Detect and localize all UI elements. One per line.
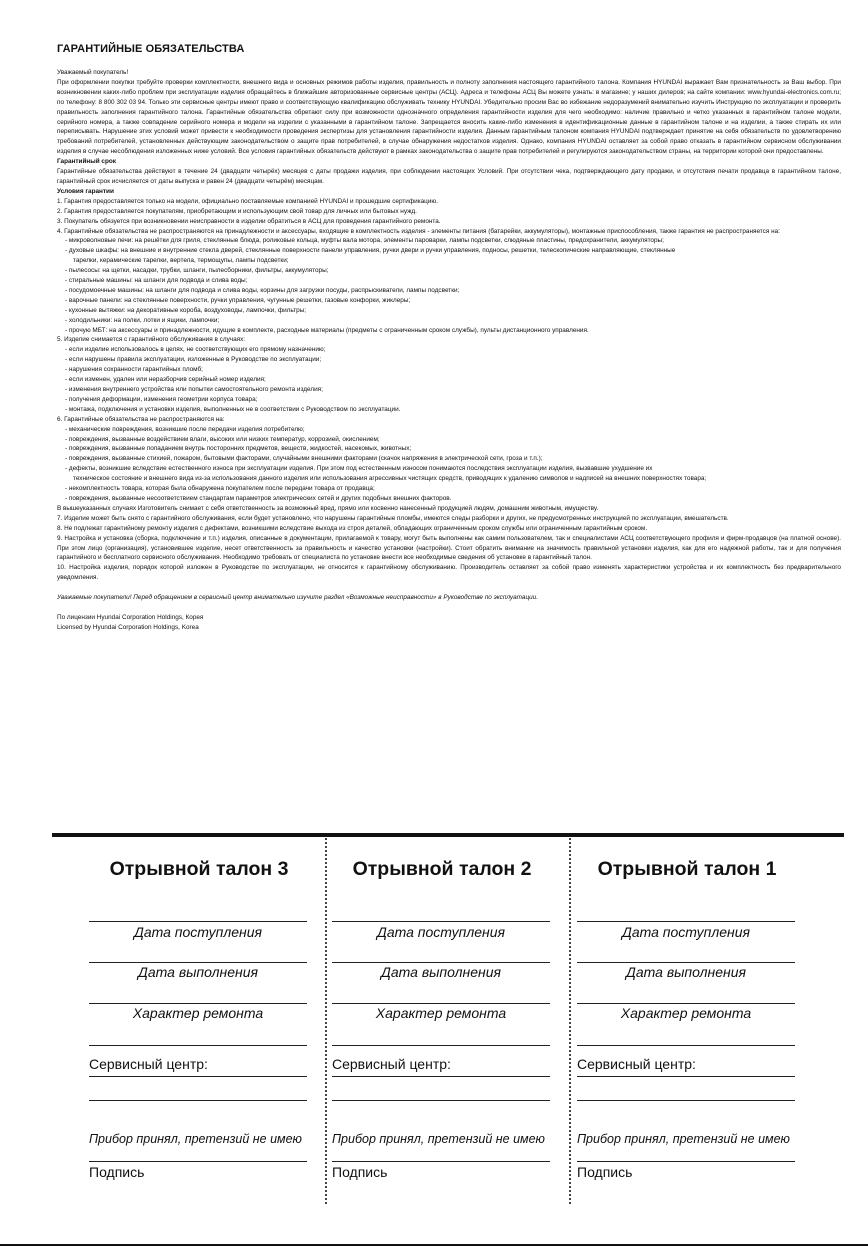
signature-label: Подпись [577,1164,633,1180]
condition-5-item: - если изменен, удален или неразборчив серийный номер изделия; [65,376,266,384]
bottom-rule [0,1244,868,1246]
condition-4-item: - микроволновые печи: на решётки для гриля, стеклянные блюда, роликовые кольца, муфты вала мотора, элементы пароварки, лампы подсветки, слюдяные пластины, предохранители, аккумуляторы; [65,237,664,245]
condition-5-item: - получения деформации, изменения геометрии корпуса товара; [65,395,258,403]
field-line [332,962,550,963]
cut-line [52,833,844,837]
field-line [89,1003,307,1004]
field-line [89,921,307,922]
tear-line [325,838,327,1204]
license-ru: По лицензии Hyundai Corporation Holdings, Корея [57,614,204,622]
signature-label: Подпись [89,1164,145,1180]
field-line [89,962,307,963]
condition-6-item: - некомплектность товара, которая была обнаружена покупателем после передачи товара от продавца; [65,485,375,493]
condition-1: 1. Гарантия предоставляется только на модели, официально поставляемые компанией HYUNDAI и прошедшие сертификацию. [57,197,438,205]
accepted-statement: Прибор принял, претензий не имею [577,1132,790,1146]
tear-line [569,838,571,1204]
condition-4-item: - холодильники: на полки, лотки и ящики, лампочки; [65,316,220,324]
date-completed-label: Дата выполнения [381,964,501,980]
field-line [89,1045,307,1046]
field-line [89,1100,307,1101]
accepted-statement: Прибор принял, претензий не имею [89,1132,302,1146]
field-line [332,1161,550,1162]
field-line [577,1045,795,1046]
condition-7: 7. Изделие может быть снято с гарантийного обслуживания, если будет установлено, что нарушены гарантийные пломбы, имеются следы разборки и других, не предусмотренных инструкцией по эксплуатации, вмешательств. [57,514,729,522]
condition-6-item: - дефекты, возникшие вследствие естественного износа при эксплуатации изделия. При этом под естественным износом понимаются последствия эксплуатации изделия, вызвавшие ухудшение их [65,465,653,473]
field-line [332,1076,550,1077]
field-line [577,1161,795,1162]
warranty-text [57,68,841,633]
warranty-period-heading: Гарантийный срок [57,158,116,166]
condition-5: 5. Изделие снимается с гарантийного обслуживания в случаях: [57,336,246,344]
repair-type-label: Характер ремонта [132,1005,264,1021]
conditions-heading: Условия гарантии [57,187,114,195]
intro-paragraph: При оформлении покупки требуйте проверки комплектности, внешнего вида и основных режимов работы изделия, правильность и полноту заполнения настоящего гарантийного талона. Компания HYUNDAI выражает Вам признательность за Ваш выбор. При возникновении каких-либо проблем при эксплуатации изделия обращайтесь в ближайшие авторизованные сервисные центры (АСЦ). Адреса и телефоны АСЦ Вы можете узнать: в магазине; у наших дилеров; на сайте компании: www.hyundai-electronics.com.ru; по телефону: 8 800 302 03 94. Только эти сервисные центры имеют право и соответствующую квалификацию обслуживать технику HYUNDAI. Убедительно просим Вас во избежание недоразумений внимательно изучить Инструкцию по эксплуатации и проверить правильность заполнения гарантийного талона. Гарантийные обязательства обретают силу при возможности однозначного определения гарантийности изделия для чего необходимо: наличие правильно и четко указанных в гарантийном талоне модели, серийного номера, а также совпадение серийного номера и модели на изделии с указанными в гарантийном талоне. Запрещается вносить какие-либо изменения в идентификационные данные в гарантийном талоне и на изделии, а также стирать их или переписывать. Нарушение этих условий может привести к необходимости проведения экспертизы для установления гарантийности изделия. Данным гарантийным талоном компания HYUNDAI подтверждает принятие на себя обязательств по удовлетворению требований потребителей, установленных действующим законодательством о защите прав потребителей, в случае обнаружения недостатков изделия. Однако, компания HYUNDAI оставляет за собой право отказать в гарантийном сервисном обслуживании изделия в случае несоблюдения изложенных ниже условий. Все условия гарантийных обязательств действуют в рамках законодательства о защите прав потребителей и регулируются законодательством страны, на территории которой они предоставлены. [57,78,841,156]
condition-6-item: - механические повреждения, возникшие после передачи изделия потребителю; [65,425,305,433]
field-line [332,921,550,922]
condition-5-item: - если нарушены правила эксплуатации, изложенные в Руководстве по эксплуатации; [65,356,322,364]
condition-4: 4. Гарантийные обязательства не распространяются на принадлежности и аксессуары, входящие в комплектность изделия - элементы питания (батарейки, аккумуляторы), монтажные приспособления, также гарантия не распространяется на: [57,227,780,235]
condition-5-item: - изменения внутреннего устройства или попытки самостоятельного ремонта изделия; [65,386,323,393]
condition-2: 2. Гарантия предоставляется покупателям, приобретающим и использующим свой товар для личных или бытовых нужд. [57,207,417,215]
condition-6-item: - повреждения, вызванные несоответствием стандартам параметров электрических сетей и других подобных внешних факторов. [65,494,452,502]
condition-5-item: - нарушения сохранности гарантийных пломб; [65,366,203,374]
condition-8: 8. Не подлежат гарантийному ремонту изделия с дефектами, возникшими вследствие выхода из строя деталей, обладающих ограниченным сроком службы или ограниченным гарантийным сроком. [57,524,648,532]
condition-6-item: - повреждения, вызванные стихией, пожаром, бытовыми факторами, случайными внешними факторами (скачок напряжения в электрической сети, гроза и т.п.); [65,455,543,463]
service-center-label: Сервисный центр: [577,1056,696,1072]
condition-9: 9. Настройка и установка (сборка, подключение и т.п.) изделия, описанные в документации, прилагаемой к товару, могут быть выполнены как самим пользователем, так и специалистами АСЦ соответствующего профиля и фирм-продавцов (на платной основе). При этом лицо (организация), установившее изделие, несет ответственность за правильность и качество установки (настройки). Стоит обратить внимание на значимость правильной установки изделия, как для его надежной работы, так и для получения гарантийного и бесплатного сервисного обслуживания. Необходимо требовать от специалиста по установке внести все необходимые сведения об установке в гарантийный талон. [57,534,841,562]
condition-5-item: - монтажа, подключения и установки изделия, выполненных не в соответствии с Руководством по эксплуатации. [65,405,401,413]
condition-10: 10. Настройка изделия, порядок которой изложен в Руководстве по эксплуатации, не относится к гарантийному обслуживанию. Производитель оставляет за собой право изменять характеристики устройства и их комплектность без предварительного уведомления. [57,564,841,582]
field-line [577,962,795,963]
date-received-label: Дата поступления [133,924,263,940]
field-line [89,1076,307,1077]
condition-4-item: - посудомоечные машины: на шланги для подвода и слива воды, корзины для загрузки посуды, распрыскиватели, лампы подсветки; [65,286,460,294]
signature-label: Подпись [332,1164,388,1180]
condition-4-item: - духовые шкафы: на внешние и внутренние стекла дверей, стеклянные поверхности панели управления, ручки двери и ручки управления, подносы, решетки, телескопические направляющие, стеклянные [65,247,676,255]
condition-4-item: - варочные панели: на стеклянные поверхности, ручки управления, чугунные решетки, газовые конфорки, жиклеры; [65,296,411,304]
date-received-label: Дата поступления [376,924,506,940]
greeting: Уважаемый покупатель! [57,69,129,76]
date-completed-label: Дата выполнения [138,964,258,980]
field-line [332,1003,550,1004]
coupon-title: Отрывной талон 1 [597,858,777,880]
field-line [577,1100,795,1101]
license-en: Licensed by Hyundai Corporation Holdings, Korea [57,623,199,631]
coupon-title: Отрывной талон 3 [109,858,289,880]
repair-type-label: Характер ремонта [375,1005,507,1021]
page-title: ГАРАНТИЙНЫЕ ОБЯЗАТЕЛЬСТВА [57,43,245,55]
condition-3: 3. Покупатель обязуется при возникновении неисправности в изделии обратиться в АСЦ для проведения гарантийного ремонта. [57,217,441,225]
coupon-title: Отрывной талон 2 [352,858,532,880]
condition-6-item: - повреждения, вызванные воздействием влаги, высоких или низких температур, коррозией, окислением; [65,435,380,443]
condition-5-item: - если изделие использовалось в целях, не соответствующих его прямому назначению; [65,346,326,354]
condition-6-item: техническое состояние и внешнего вида из-за использования данного изделия или использования агрессивных чистящих средств, приводящих к удалению символов и надписей на внешних поверхностях товара; [73,475,707,483]
date-received-label: Дата поступления [621,924,751,940]
field-line [332,1045,550,1046]
field-line [577,1076,795,1077]
field-line [577,921,795,922]
repair-type-label: Характер ремонта [620,1005,752,1021]
field-line [332,1100,550,1101]
condition-4-item: тарелки, керамические тарелки, вертела, термощупы, лампы подсветки; [73,257,289,265]
warranty-period-text: Гарантийные обязательства действуют в течение 24 (двадцати четырёх) месяцев с даты продажи изделия, при соблюдении настоящих Условий. При отсутствии чека, подтверждающего дату продажи, и отсутствия печати продавца в гарантийном талоне, гарантийный срок исчисляется от даты выпуска и равен 24 (двадцати четырём) месяцам. [57,168,841,185]
condition-4-item: - пылесосы: на щетки, насадки, трубки, шланги, пылесборники, фильтры, аккумуляторы; [65,267,329,275]
field-line [577,1003,795,1004]
date-completed-label: Дата выполнения [626,964,746,980]
condition-6-tail: В вышеуказанных случаях Изготовитель снимает с себя ответственность за возможный вред, прямо или косвенно нанесенный продукцией людям, домашним животным, имуществу. [57,504,599,512]
customer-note: Уважаемые покупатели! Перед обращением в сервисный центр внимательно изучите раздел «Возможные неисправности» в Руководстве по эксплуатации. [57,594,539,602]
field-line [89,1161,307,1162]
service-center-label: Сервисный центр: [332,1056,451,1072]
condition-4-item: - прочую МБТ: на аксессуары и принадлежности, идущие в комплекте, расходные материалы (предметы с ограниченным сроком службы), пульты дистанционного управления. [65,326,589,334]
condition-6-item: - повреждения, вызванные попаданием внутрь посторонних предметов, веществ, жидкостей, насекомых, животных; [65,445,412,453]
condition-4-item: - стиральные машины: на шланги для подвода и слива воды; [65,277,248,285]
accepted-statement: Прибор принял, претензий не имею [332,1132,545,1146]
condition-4-item: - кухонные вытяжки: на декоративные короба, воздуховоды, лампочки, фильтры; [65,306,307,314]
service-center-label: Сервисный центр: [89,1056,208,1072]
condition-6: 6. Гарантийные обязательства не распространяются на: [57,415,225,423]
